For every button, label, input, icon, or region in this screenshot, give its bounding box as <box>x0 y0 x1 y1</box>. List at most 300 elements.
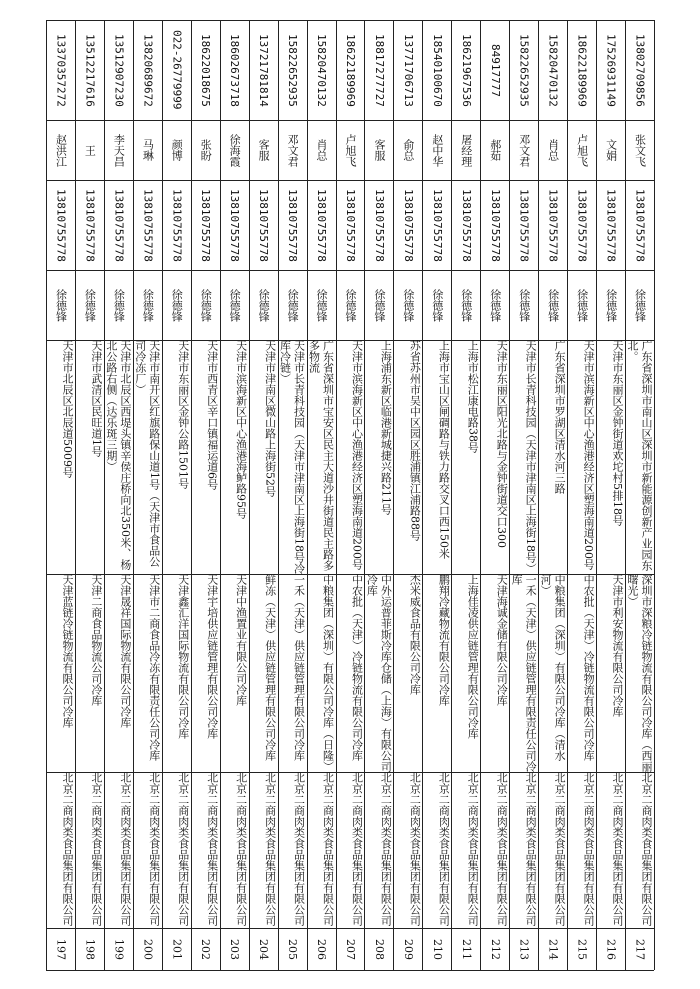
contact-name: 徐德锋 <box>170 288 184 322</box>
warehouse-address-cell <box>510 340 537 574</box>
contact-name-cell <box>221 270 248 340</box>
contact-name: 徐德锋 <box>401 288 415 322</box>
contact-name: 徐德锋 <box>343 288 357 322</box>
warehouse-name-cell <box>279 574 306 772</box>
row-number: 201 <box>170 938 184 960</box>
warehouse-address-cell <box>365 340 392 574</box>
customer-name: 北京二商肉类食品集团有限公司 <box>639 772 653 926</box>
row-number-cell <box>221 928 248 970</box>
warehouse-name-cell <box>134 574 161 772</box>
row-number-cell <box>163 928 190 970</box>
warehouse-phone: 18621967536 <box>459 33 473 107</box>
contact-name-cell <box>481 270 508 340</box>
warehouse-name: 鹏翔冷藏物流有限公司冷库 <box>437 574 451 706</box>
warehouse-name: 上海佳凌供应链管理有限公司冷库 <box>466 574 480 739</box>
contact-phone-cell <box>105 180 132 270</box>
warehouse-phone: 15822652935 <box>517 33 531 107</box>
contact-phone: 13810755778 <box>517 188 531 262</box>
warehouse-name-cell <box>76 574 103 772</box>
customer-name-cell <box>192 772 219 928</box>
warehouse-name: 深圳市深粮冷链物流有限公司冷库（西丽曙光） <box>626 574 653 772</box>
warehouse-phone-cell <box>626 20 653 120</box>
warehouse-address: 天津市滨海新区中心渔港经济区塑海南道200号 <box>582 340 596 570</box>
customer-name: 北京二商肉类食品集团有限公司 <box>350 772 364 926</box>
warehouse-phone: 18622189969 <box>343 33 357 107</box>
warehouse-phone: 13370357272 <box>54 33 68 107</box>
warehouse-address-cell <box>221 340 248 574</box>
warehouse-address: 天津市武清区民旺道1号 <box>89 340 103 457</box>
customer-name-cell <box>539 772 566 928</box>
warehouse-contact: 肖总 <box>546 139 560 161</box>
warehouse-phone: 13820689672 <box>141 33 155 107</box>
contact-phone-cell <box>76 180 103 270</box>
warehouse-phone-cell <box>337 20 364 120</box>
warehouse-address: 天津市长青科技园（天津市津南区上海街18号） <box>524 340 538 574</box>
warehouse-phone: 17526931149 <box>604 33 618 107</box>
contact-phone: 13810755778 <box>633 188 647 262</box>
contact-phone-cell <box>250 180 277 270</box>
contact-phone: 13810755778 <box>286 188 300 262</box>
contact-name: 徐德锋 <box>430 288 444 322</box>
warehouse-address: 上海市宝山区闸碉路与铁力路交叉口西150米 <box>437 340 451 559</box>
contact-phone: 13810755778 <box>257 188 271 262</box>
warehouse-address-cell <box>452 340 479 574</box>
customer-name: 北京二商肉类食品集团有限公司 <box>263 772 277 926</box>
warehouse-contact-cell <box>221 120 248 180</box>
warehouse-name-cell <box>452 574 479 772</box>
row-number: 209 <box>401 938 415 960</box>
contact-name-cell <box>250 270 277 340</box>
contact-name: 徐德锋 <box>199 288 213 322</box>
warehouse-address: 天津市滨海新区中心渔港经济区塑海南道200号 <box>350 340 364 570</box>
warehouse-contact-cell <box>568 120 595 180</box>
warehouse-phone: 13721781814 <box>257 33 271 107</box>
row-number-cell <box>192 928 219 970</box>
warehouse-address-cell <box>134 340 161 574</box>
warehouse-name: 鲜冻（天津）供应链管理有限公司冷库 <box>263 574 277 761</box>
warehouse-name-cell <box>568 574 595 772</box>
contact-phone-cell <box>452 180 479 270</box>
warehouse-phone: 022-26779999 <box>170 30 184 110</box>
warehouse-address-cell <box>597 340 624 574</box>
contact-name: 徐德锋 <box>604 288 618 322</box>
row-number-cell <box>539 928 566 970</box>
warehouse-phone-cell <box>394 20 421 120</box>
warehouse-address-cell <box>308 340 335 574</box>
warehouse-address: 天津市南开区红旗路保山道1号（天津市食品公司冷冻厂） <box>133 340 161 567</box>
warehouse-contact: 张盼 <box>199 139 213 161</box>
customer-name: 北京二商肉类食品集团有限公司 <box>582 772 596 926</box>
customer-name-cell <box>76 772 103 928</box>
warehouse-contact-cell <box>626 120 653 180</box>
warehouse-name: 中粮集团（深圳）有限公司冷库（清水河） <box>539 574 567 761</box>
contact-name-cell <box>105 270 132 340</box>
contact-phone-cell <box>134 180 161 270</box>
row-number-cell <box>308 928 335 970</box>
row-number-cell <box>134 928 161 970</box>
contact-name-cell <box>365 270 392 340</box>
warehouse-contact-cell <box>76 120 103 180</box>
warehouse-name: 杰米威食品有限公司冷库 <box>408 574 422 695</box>
customer-name: 北京二商肉类食品集团有限公司 <box>176 772 190 926</box>
contact-phone-cell <box>47 180 74 270</box>
row-number: 213 <box>517 938 531 960</box>
contact-phone-cell <box>163 180 190 270</box>
customer-name-cell <box>279 772 306 928</box>
warehouse-address-cell <box>481 340 508 574</box>
warehouse-contact: 卢旭飞 <box>343 133 357 167</box>
warehouse-name-cell <box>308 574 335 772</box>
contact-name-cell <box>337 270 364 340</box>
row-number-cell <box>481 928 508 970</box>
row-number: 200 <box>141 938 155 960</box>
warehouse-phone: 18622018675 <box>199 33 213 107</box>
contact-phone: 13810755778 <box>372 188 386 262</box>
contact-phone-cell <box>365 180 392 270</box>
warehouse-address: 上海市松江康电路38号 <box>466 340 480 453</box>
contact-phone: 13810755778 <box>315 188 329 262</box>
contact-name-cell <box>192 270 219 340</box>
contact-name: 徐德锋 <box>228 288 242 322</box>
warehouse-contact-cell <box>250 120 277 180</box>
warehouse-name: 一禾（天津）供应链管理有限责任公司冷库 <box>510 574 538 772</box>
warehouse-contact-cell <box>452 120 479 180</box>
contact-name: 徐德锋 <box>488 288 502 322</box>
warehouse-contact-cell <box>105 120 132 180</box>
contact-phone: 13810755778 <box>83 188 97 262</box>
warehouse-name-cell <box>47 574 74 772</box>
customer-name-cell <box>423 772 450 928</box>
row-divider <box>654 20 655 970</box>
warehouse-contact-cell <box>337 120 364 180</box>
customer-name-cell <box>510 772 537 928</box>
warehouse-address-cell <box>539 340 566 574</box>
warehouse-name-cell <box>423 574 450 772</box>
customer-name: 北京二商肉类食品集团有限公司 <box>437 772 451 926</box>
contact-phone-cell <box>597 180 624 270</box>
warehouse-name: 天津宇培供应链管理有限公司冷库 <box>205 574 219 739</box>
contact-phone: 13810755778 <box>54 188 68 262</box>
row-number: 199 <box>112 938 126 960</box>
contact-phone: 13810755778 <box>343 188 357 262</box>
warehouse-contact: 肖总 <box>315 139 329 161</box>
contact-name: 徐德锋 <box>459 288 473 322</box>
warehouse-address-cell <box>47 340 74 574</box>
warehouse-name: 天津二商食品物流公司冷库 <box>89 574 103 706</box>
warehouse-address-cell <box>192 340 219 574</box>
warehouse-name-cell <box>597 574 624 772</box>
customer-name: 北京二商肉类食品集团有限公司 <box>553 772 567 926</box>
contact-name-cell <box>47 270 74 340</box>
warehouse-contact: 赵中华 <box>430 133 444 167</box>
warehouse-address-cell <box>250 340 277 574</box>
warehouse-contact: 屠经理 <box>459 133 473 167</box>
contact-name: 徐德锋 <box>141 288 155 322</box>
contact-phone: 13810755778 <box>141 188 155 262</box>
contact-phone-cell <box>192 180 219 270</box>
customer-name: 北京二商肉类食品集团有限公司 <box>205 772 219 926</box>
warehouse-phone: 18817277727 <box>372 33 386 107</box>
warehouse-contact-cell <box>47 120 74 180</box>
warehouse-phone-cell <box>365 20 392 120</box>
row-number-cell <box>76 928 103 970</box>
customer-name: 北京二商肉类食品集团有限公司 <box>292 772 306 926</box>
contact-phone: 13810755778 <box>488 188 502 262</box>
customer-name: 北京二商肉类食品集团有限公司 <box>89 772 103 926</box>
warehouse-phone: 15822652935 <box>286 33 300 107</box>
contact-phone: 13810755778 <box>112 188 126 262</box>
customer-name: 北京二商肉类食品集团有限公司 <box>147 772 161 926</box>
warehouse-phone-cell <box>308 20 335 120</box>
contact-name: 徐德锋 <box>575 288 589 322</box>
warehouse-contact: 徐海霞 <box>228 133 242 167</box>
warehouse-phone: 18622189969 <box>575 33 589 107</box>
warehouse-name-cell <box>221 574 248 772</box>
warehouse-name-cell <box>192 574 219 772</box>
customer-name: 北京二商肉类食品集团有限公司 <box>611 772 625 926</box>
contact-name: 徐德锋 <box>517 288 531 322</box>
contact-name-cell <box>568 270 595 340</box>
warehouse-phone: 13771706713 <box>401 33 415 107</box>
warehouse-address-cell <box>76 340 103 574</box>
customer-name: 北京二商肉类食品集团有限公司 <box>466 772 480 926</box>
warehouse-phone-cell <box>76 20 103 120</box>
warehouse-contact: 文娟 <box>604 139 618 161</box>
contact-phone-cell <box>510 180 537 270</box>
warehouse-contact: 马琳 <box>141 139 155 161</box>
warehouse-contact-cell <box>279 120 306 180</box>
warehouse-address-cell <box>394 340 421 574</box>
row-number: 203 <box>228 938 242 960</box>
row-number: 207 <box>343 938 357 960</box>
row-number: 206 <box>315 938 329 960</box>
contact-phone-cell <box>308 180 335 270</box>
row-number: 212 <box>488 938 502 960</box>
contact-phone: 13810755778 <box>459 188 473 262</box>
contact-phone: 13810755778 <box>228 188 242 262</box>
contact-name-cell <box>163 270 190 340</box>
contact-phone: 13810755778 <box>546 188 560 262</box>
customer-name-cell <box>308 772 335 928</box>
contact-phone-cell <box>481 180 508 270</box>
warehouse-phone-cell <box>568 20 595 120</box>
customer-name-cell <box>337 772 364 928</box>
warehouse-contact-cell <box>308 120 335 180</box>
contact-name-cell <box>539 270 566 340</box>
warehouse-name-cell <box>105 574 132 772</box>
row-number-cell <box>365 928 392 970</box>
warehouse-name: 天津蓝链冷链物流有限公司冷库 <box>60 574 74 728</box>
warehouse-name: 天津市利安物流有限公司冷库 <box>611 574 625 717</box>
contact-phone-cell <box>394 180 421 270</box>
warehouse-phone-cell <box>510 20 537 120</box>
row-number-cell <box>337 928 364 970</box>
contact-phone-cell <box>539 180 566 270</box>
warehouse-contact: 张文飞 <box>633 133 647 167</box>
warehouse-contact: 客服 <box>372 139 386 161</box>
contact-name-cell <box>423 270 450 340</box>
warehouse-phone-cell <box>597 20 624 120</box>
warehouse-name-cell <box>163 574 190 772</box>
row-number: 202 <box>199 938 213 960</box>
warehouse-name-cell <box>626 574 653 772</box>
warehouse-address-cell <box>423 340 450 574</box>
row-number-cell <box>250 928 277 970</box>
customer-name-cell <box>626 772 653 928</box>
warehouse-address-cell <box>337 340 364 574</box>
row-number: 211 <box>459 938 473 960</box>
customer-name: 北京二商肉类食品集团有限公司 <box>524 772 538 926</box>
row-number: 204 <box>257 938 271 960</box>
warehouse-contact: 客服 <box>257 139 271 161</box>
contact-name: 徐德锋 <box>372 288 386 322</box>
warehouse-address-cell <box>279 340 306 574</box>
column-divider <box>46 970 654 971</box>
customer-name-cell <box>394 772 421 928</box>
row-number: 205 <box>286 938 300 960</box>
row-number: 197 <box>54 938 68 960</box>
warehouse-address-cell <box>105 340 132 574</box>
warehouse-phone: 15820470132 <box>315 33 329 107</box>
customer-name-cell <box>365 772 392 928</box>
row-number: 210 <box>430 938 444 960</box>
warehouse-address: 天津市津南区微山路上海街52号 <box>263 340 277 497</box>
warehouse-address: 广东省深圳市宝安区民主大道沙井街道民主路多多物流 <box>307 340 335 571</box>
warehouse-phone-cell <box>452 20 479 120</box>
contact-name-cell <box>626 270 653 340</box>
contact-phone: 13810755778 <box>401 188 415 262</box>
warehouse-phone: 84917777 <box>488 43 502 97</box>
row-number: 208 <box>372 938 386 960</box>
customer-name-cell <box>568 772 595 928</box>
warehouse-phone-cell <box>279 20 306 120</box>
customer-name: 北京二商肉类食品集团有限公司 <box>379 772 393 926</box>
warehouse-address: 天津市长青科技园（天津市津南区上海街18号冷库冷链） <box>278 340 306 574</box>
warehouse-address: 广东省深圳市南山区深圳市新能源创新产业园东北。 <box>626 340 653 571</box>
contact-phone: 13810755778 <box>575 188 589 262</box>
row-number-cell <box>510 928 537 970</box>
warehouse-name: 天津晟祥国际物流有限公司冷库 <box>118 574 132 728</box>
row-number-cell <box>47 928 74 970</box>
contact-name: 徐德锋 <box>633 288 647 322</box>
warehouse-address: 天津市滨海新区中心渔港海鲈路95号 <box>234 340 248 519</box>
contact-name: 徐德锋 <box>112 288 126 322</box>
row-number-cell <box>105 928 132 970</box>
contact-phone: 13810755778 <box>430 188 444 262</box>
customer-name-cell <box>481 772 508 928</box>
warehouse-phone-cell <box>163 20 190 120</box>
contact-name: 徐德锋 <box>54 288 68 322</box>
warehouse-name-cell <box>337 574 364 772</box>
contact-name: 徐德锋 <box>257 288 271 322</box>
warehouse-phone-cell <box>134 20 161 120</box>
contact-name: 徐德锋 <box>83 288 97 322</box>
warehouse-name: 天津中渔置业有限公司冷库 <box>234 574 248 706</box>
warehouse-name-cell <box>481 574 508 772</box>
customer-name-cell <box>597 772 624 928</box>
row-number-cell <box>423 928 450 970</box>
customer-name-cell <box>163 772 190 928</box>
warehouse-address: 天津市北辰区北辰道5009号 <box>60 340 74 478</box>
warehouse-name-cell <box>365 574 392 772</box>
row-number: 217 <box>633 938 647 960</box>
warehouse-contact-cell <box>539 120 566 180</box>
customer-name-cell <box>250 772 277 928</box>
warehouse-contact: 卢旭飞 <box>575 133 589 167</box>
warehouse-name: 中农批（天津）冷链物流有限公司冷库 <box>582 574 596 761</box>
row-number: 214 <box>546 938 560 960</box>
warehouse-phone: 13802709856 <box>633 33 647 107</box>
customer-name: 北京二商肉类食品集团有限公司 <box>495 772 509 926</box>
contact-phone-cell <box>568 180 595 270</box>
warehouse-contact: 郝茹 <box>488 139 502 161</box>
contact-phone-cell <box>279 180 306 270</box>
warehouse-contact-cell <box>394 120 421 180</box>
contact-phone: 13810755778 <box>199 188 213 262</box>
warehouse-contact-cell <box>134 120 161 180</box>
warehouse-phone: 18602673718 <box>228 33 242 107</box>
contact-name-cell <box>308 270 335 340</box>
contact-name-cell <box>394 270 421 340</box>
warehouse-phone-cell <box>481 20 508 120</box>
warehouse-phone-cell <box>105 20 132 120</box>
row-number-cell <box>394 928 421 970</box>
warehouse-address: 天津市西青区辛口镇福运道6号 <box>205 340 219 490</box>
contact-name-cell <box>510 270 537 340</box>
warehouse-phone-cell <box>250 20 277 120</box>
warehouse-contact-cell <box>365 120 392 180</box>
warehouse-contact-cell <box>192 120 219 180</box>
warehouse-phone-cell <box>192 20 219 120</box>
customer-name-cell <box>452 772 479 928</box>
warehouse-contact: 赵洪江 <box>54 133 68 167</box>
contact-name-cell <box>134 270 161 340</box>
contact-phone-cell <box>221 180 248 270</box>
warehouse-contact-cell <box>163 120 190 180</box>
warehouse-address: 天津市东丽区金钟街道欢坨村5排18号 <box>611 340 625 526</box>
customer-name: 北京二商肉类食品集团有限公司 <box>234 772 248 926</box>
customer-name-cell <box>47 772 74 928</box>
warehouse-address: 苏省苏州市吴中区园区胜浦镇江浦路88号 <box>408 340 422 541</box>
warehouse-phone: 15820470132 <box>546 33 560 107</box>
row-number: 198 <box>83 938 97 960</box>
contact-phone-cell <box>337 180 364 270</box>
customer-name-cell <box>134 772 161 928</box>
warehouse-phone: 13512907230 <box>112 33 126 107</box>
warehouse-contact: 王 <box>83 144 97 156</box>
warehouse-phone-cell <box>539 20 566 120</box>
warehouse-phone-cell <box>47 20 74 120</box>
warehouse-contact: 李天昌 <box>112 133 126 167</box>
warehouse-name-cell <box>510 574 537 772</box>
row-number-cell <box>597 928 624 970</box>
row-number-cell <box>279 928 306 970</box>
contact-name-cell <box>76 270 103 340</box>
contact-name-cell <box>597 270 624 340</box>
contact-phone: 13810755778 <box>604 188 618 262</box>
warehouse-address: 天津市东丽区阳光北路与金钟街道交口300 <box>495 340 509 548</box>
warehouse-name: 中外运普菲斯冷库仓储（上海）有限公司冷库 <box>365 574 393 772</box>
warehouse-contact-cell <box>597 120 624 180</box>
contact-name: 徐德锋 <box>286 288 300 322</box>
customer-name-cell <box>105 772 132 928</box>
warehouse-phone: 13512217616 <box>83 33 97 107</box>
customer-name: 北京二商肉类食品集团有限公司 <box>60 772 74 926</box>
warehouse-address: 上海浦东新区临港新城捷兴路211号 <box>379 340 393 515</box>
warehouse-address: 天津市北辰区西堤头镇辛侯庄桥向北350米、杨北公路右侧（达乐斑三期） <box>104 340 132 570</box>
contact-name: 徐德锋 <box>315 288 329 322</box>
warehouse-address: 广东省深圳市罗湖区清水河三路 <box>553 340 567 494</box>
